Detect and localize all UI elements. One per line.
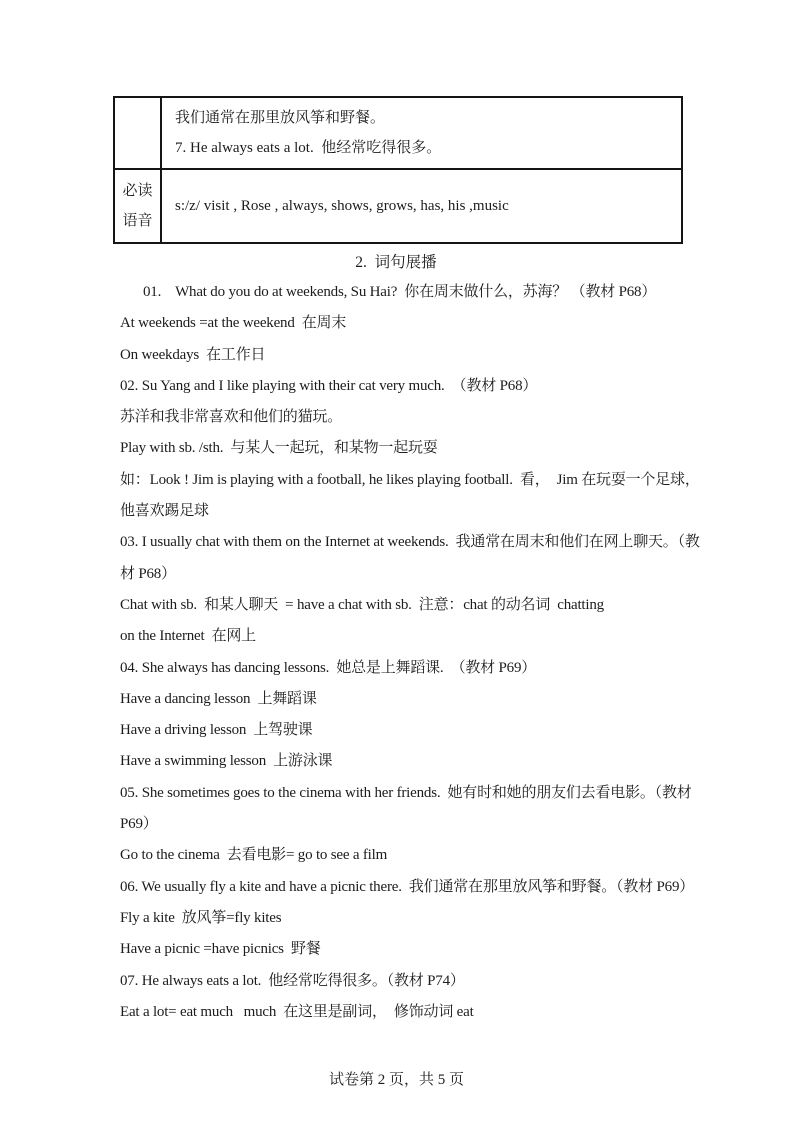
- content-line: Have a swimming lesson 上游泳课: [120, 753, 333, 770]
- table-cell-text: 语音: [122, 213, 153, 229]
- content-line: Eat a lot= eat much much 在这里是副词， 修饰动词 eat: [120, 1003, 474, 1020]
- content-line: 苏洋和我非常喜欢和他们的猫玩。: [120, 409, 343, 426]
- table-header-cell-phonics: [115, 170, 162, 242]
- content-line: Have a dancing lesson 上舞蹈课: [120, 690, 317, 707]
- content-body: [120, 277, 700, 1028]
- section-title: 2. 词句展播: [355, 254, 437, 271]
- table-content-cell: [162, 170, 681, 242]
- page-footer: 试卷第 2 页，共 5 页: [328, 1072, 464, 1088]
- table-header-cell-empty: [115, 98, 162, 168]
- content-line: 材 P68）: [120, 565, 176, 582]
- content-line: At weekends =at the weekend 在周末: [120, 315, 347, 332]
- content-line: 06. We usually fly a kite and have a picnic there. 我们通常在那里放风筝和野餐。（教材 P69）: [120, 878, 695, 895]
- table-cell-text: s:/z/ visit , Rose , always, shows, grows, has, his ,music: [175, 198, 509, 214]
- content-line: Have a picnic =have picnics 野餐: [120, 941, 321, 958]
- content-line: Play with sb. /sth. 与某人一起玩，和某物一起玩耍: [120, 440, 438, 457]
- content-line: 02. Su Yang and I like playing with their cat very much. （教材 P68）: [120, 377, 538, 394]
- content-line: Fly a kite 放风筝=fly kites: [120, 909, 282, 926]
- table-content-cell: [162, 98, 681, 168]
- content-line: On weekdays 在工作日: [120, 346, 266, 363]
- table-row: [115, 168, 681, 242]
- table-row: [115, 98, 681, 168]
- content-line: 01. What do you do at weekends, Su Hai? 你在周末做什么，苏海？ （教材 P68）: [143, 284, 657, 300]
- content-line: 如：Look ! Jim is playing with a football, he likes playing football. 看， Jim 在玩耍一个足球，: [120, 471, 700, 488]
- summary-table: [113, 96, 683, 244]
- content-line: 他喜欢踢足球: [120, 503, 209, 520]
- content-line: Chat with sb. 和某人聊天 = have a chat with sb. 注意：chat 的动名词 chatting: [120, 596, 604, 613]
- content-line: 04. She always has dancing lessons. 她总是上舞蹈课. （教材 P69）: [120, 659, 537, 676]
- table-cell-text: 7. He always eats a lot. 他经常吃得很多。: [175, 140, 442, 156]
- content-line: on the Internet 在网上: [120, 628, 256, 645]
- content-line: P69）: [120, 816, 158, 833]
- content-line: 03. I usually chat with them on the Internet at weekends. 我通常在周末和他们在网上聊天。（教: [120, 534, 700, 551]
- content-line: Go to the cinema 去看电影= go to see a film: [120, 847, 388, 864]
- content-line: 07. He always eats a lot. 他经常吃得很多。（教材 P74）: [120, 972, 465, 989]
- table-cell-text: 我们通常在那里放风筝和野餐。: [175, 110, 386, 126]
- table-cell-text: 必读: [122, 183, 153, 199]
- content-line: 05. She sometimes goes to the cinema with her friends. 她有时和她的朋友们去看电影。（教材: [120, 784, 692, 801]
- content-line: Have a driving lesson 上驾驶课: [120, 722, 313, 739]
